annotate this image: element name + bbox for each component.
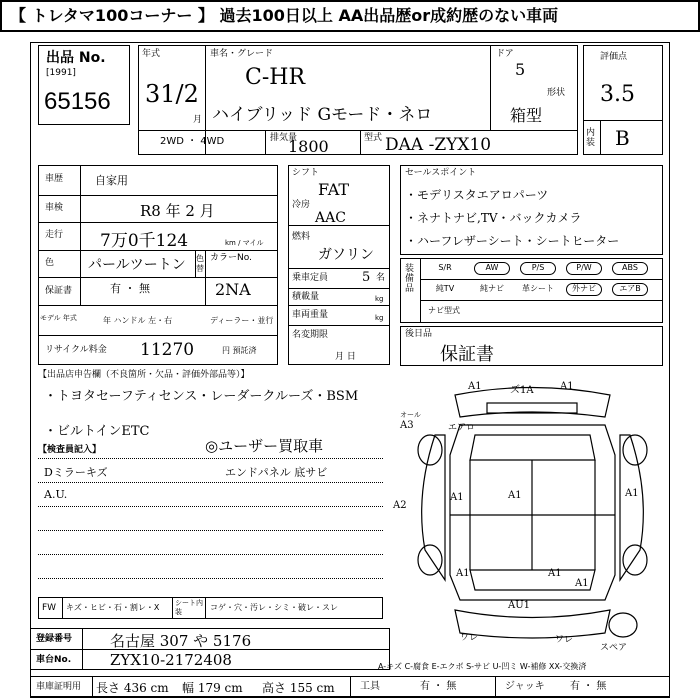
- car-damage-diagram: [395, 375, 670, 645]
- diagram-label-sub-3: A1: [575, 578, 589, 589]
- mileage-value: 7万0千124: [100, 231, 189, 251]
- model-value: DAA -ZYX10: [385, 135, 492, 155]
- cert-length: 長さ 436 cm: [96, 681, 169, 695]
- equip-aw: AW: [485, 263, 499, 272]
- shift-value: FAT: [318, 180, 350, 199]
- inspector-line-2: A.U.: [44, 488, 68, 501]
- tools-value: 有 ・ 無: [420, 681, 457, 692]
- chassis-value: ZYX10-2172408: [110, 651, 232, 669]
- reg-label: 登録番号: [36, 634, 73, 644]
- grade: ハイブリッド Gモード・ネロ: [212, 105, 433, 125]
- car-name: C-HR: [245, 65, 306, 90]
- equip-sr: S/R: [438, 263, 452, 272]
- inspection-label: 車検: [45, 203, 64, 213]
- interior-value: B: [615, 126, 630, 150]
- capacity-value: 5: [362, 270, 371, 285]
- later-docs-value: 保証書: [440, 344, 494, 365]
- diagram-label-sub-2: A1: [548, 568, 562, 579]
- color-change-label: 色替: [196, 254, 204, 273]
- doors-value: 5: [515, 60, 526, 79]
- fw-label: FW: [42, 603, 57, 613]
- diagram-label-bottom-2: AU1: [508, 600, 531, 611]
- fuel-label: 燃料: [292, 232, 311, 242]
- equip-ps: P/S: [531, 263, 545, 272]
- equip-pw: P/W: [576, 263, 592, 272]
- doors-label: ドア: [496, 49, 514, 59]
- name-label: 車名・グレード: [210, 49, 274, 59]
- capacity-label: 乗車定員: [292, 273, 329, 283]
- diagram-label-a1-right: A1: [625, 488, 639, 499]
- equip-tv: 純TV: [435, 284, 455, 293]
- displacement-label: 排気量: [270, 133, 298, 143]
- handle-label: 年 ハンドル 左・右: [103, 316, 173, 325]
- diagram-label-bottom-1: ワレ: [460, 633, 479, 643]
- cert-label: 車庫証明用: [36, 682, 82, 692]
- color-value: パールツートン: [88, 257, 186, 273]
- seat-items: コゲ・穴・汚レ・シミ・破レ・スレ: [210, 603, 338, 612]
- diagram-label-a2: A2: [393, 500, 407, 511]
- shift-label: シフト: [292, 168, 320, 178]
- expiry-label: 名変期限: [292, 330, 329, 340]
- diagram-label-bottom-3: ワレ: [555, 635, 574, 645]
- recycle-label: リサイクル料金: [45, 345, 107, 355]
- color-label: 色: [45, 258, 55, 268]
- diagram-label-a1-left: A1: [450, 492, 464, 503]
- cert-width: 幅 179 cm: [182, 681, 243, 695]
- sales-point-2: ・ネナトナビ,TV・バックカメラ: [405, 211, 582, 225]
- warranty-label: 保証書: [45, 286, 73, 296]
- dealer-label: ディーラー・並行: [210, 316, 274, 325]
- year-label: 年式: [142, 49, 161, 59]
- score-value: 3.5: [600, 82, 635, 107]
- interior-label: 内装: [586, 128, 596, 148]
- diagram-label-top-3: A1: [560, 381, 574, 392]
- equip-ext-navi: 外ナビ: [572, 284, 596, 293]
- equip-abs: ABS: [622, 263, 638, 272]
- diagram-label-spare: スペア: [600, 643, 628, 653]
- load-label: 積載量: [292, 292, 320, 302]
- inspection-value: R8 年 2 月: [140, 202, 215, 220]
- mileage-unit: km / マイル: [225, 239, 264, 247]
- cert-height: 高さ 155 cm: [262, 681, 335, 695]
- shape-label: 形状: [547, 88, 566, 98]
- color-no-label: カラーNo.: [210, 253, 252, 263]
- capacity-unit: 名: [376, 273, 386, 283]
- fuel-value: ガソリン: [318, 247, 374, 263]
- history-value: 自家用: [95, 174, 128, 187]
- diagram-label-top-2: ズ1A: [510, 385, 534, 396]
- notes-line-1: ・トヨタセーフティセンス・レーダークルーズ・BSM: [44, 389, 359, 404]
- damage-legend: A-キズ C-腐食 E-エクボ S-サビ U-凹ミ W-補修 XX-交換済: [378, 662, 587, 671]
- jack-label: ジャッキ: [505, 681, 545, 692]
- model-label: 型式: [364, 133, 383, 143]
- month-unit: 月: [193, 115, 203, 125]
- lot-number: 65156: [44, 88, 111, 115]
- history-label: 車歴: [45, 174, 64, 184]
- inspector-label: 【検査員記入】: [38, 445, 102, 455]
- seat-label: シート内装: [175, 599, 203, 616]
- equip-leather: 革シート: [522, 284, 554, 293]
- equip-airbag: エアB: [619, 284, 641, 293]
- diagram-label-aero: エアロ: [448, 423, 476, 433]
- diagram-label-sub-1: A1: [456, 568, 470, 579]
- expiry-unit: 月 日: [335, 352, 356, 362]
- diagram-label-all: オール: [400, 411, 421, 419]
- score-label: 評価点: [600, 52, 628, 62]
- weight-unit: kg: [375, 314, 384, 322]
- shape-value: 箱型: [510, 106, 543, 125]
- drive-options: 2WD ・ 4WD: [160, 136, 225, 147]
- tools-label: 工具: [360, 681, 380, 692]
- equip-navi: 純ナビ: [480, 284, 504, 293]
- notes-user-note: ◎ユーザー買取車: [205, 437, 324, 455]
- fw-items: キズ・ヒビ・石・割レ・X: [66, 603, 160, 612]
- year-value: 31/2: [145, 80, 199, 108]
- load-unit: kg: [375, 295, 384, 303]
- ac-label: 冷房: [292, 200, 311, 210]
- diagram-label-a3: A3: [400, 420, 414, 431]
- lot-label: 出品 No.: [46, 50, 106, 66]
- equipment-label: 装備品: [405, 264, 415, 294]
- warranty-value: 有 ・ 無: [110, 282, 150, 295]
- sales-points-label: セールスポイント: [405, 168, 477, 178]
- displacement-value: 1800: [288, 137, 329, 156]
- chassis-label: 車台No.: [36, 655, 72, 665]
- recycle-value: 11270: [140, 340, 195, 360]
- diagram-label-a1-center: A1: [508, 490, 522, 501]
- inspector-line-1: Dミラーキズ: [44, 466, 108, 479]
- navi-model-label: ナビ型式: [428, 306, 460, 315]
- diagram-label-top-1: A1: [468, 381, 482, 392]
- sales-point-3: ・ハーフレザーシート・シートヒーター: [405, 234, 620, 248]
- later-docs-label: 後日品: [405, 329, 433, 339]
- inspector-line-1-right: エンドパネル 底サビ: [225, 466, 328, 479]
- notes-line-2: ・ビルトインETC: [44, 424, 150, 439]
- jack-value: 有 ・ 無: [570, 681, 607, 692]
- banner-title: 【 トレタマ100コーナー 】 過去100日以上 AA出品歴or成約歴のない車両: [0, 0, 700, 32]
- ac-value: AAC: [315, 210, 346, 226]
- notes-label: 【出品店申告欄（不良箇所・欠品・評価外部品等）】: [38, 370, 250, 380]
- mileage-label: 走行: [45, 230, 64, 240]
- weight-label: 車両重量: [292, 310, 329, 320]
- reg-value: 名古屋 307 や 5176: [110, 632, 252, 650]
- lot-small-code: [1991]: [46, 68, 76, 78]
- modified-label: モデル 年式: [40, 314, 77, 322]
- sales-point-1: ・モデリスタエアロパーツ: [405, 188, 549, 202]
- color-no-value: 2NA: [215, 280, 251, 299]
- recycle-unit: 円 預託済: [222, 346, 257, 355]
